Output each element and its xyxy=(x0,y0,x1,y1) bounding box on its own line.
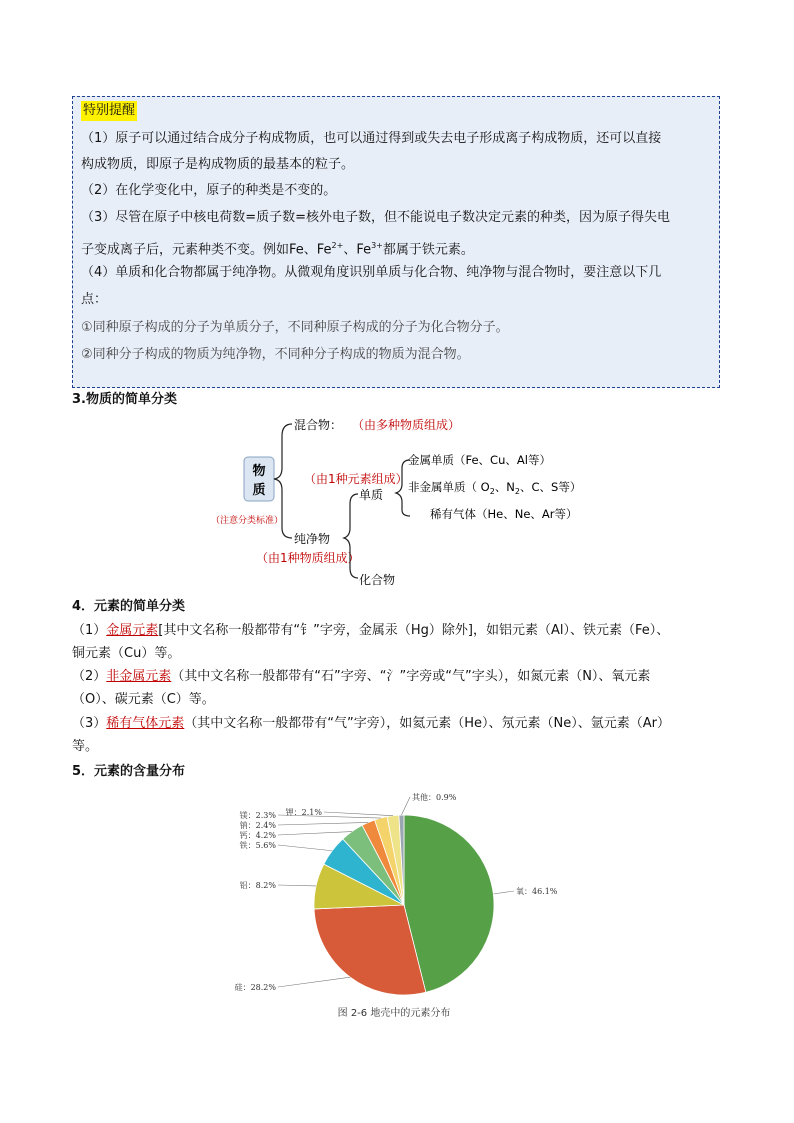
pure-label: 纯净物 xyxy=(294,532,331,546)
pie-leader-3 xyxy=(278,845,332,851)
pie-label-8: 其他：0.9% xyxy=(412,793,457,802)
section4-line1: （1）金属元素[其中文名称一般都带有“钅”字旁，金属汞（Hg）除外]，如铝元素（Al）、铁元素（Fe）、 xyxy=(72,623,670,638)
section4-line2b: （O）、碳元素（C）等。 xyxy=(72,692,215,707)
pie-leader-1 xyxy=(278,977,350,987)
pie-label-0: 氧：46.1% xyxy=(516,887,558,896)
notice-p4a: （4）单质和化合物都属于纯净物。从微观角度识别单质与化合物、纯净物与混合物时，要注意以下几 xyxy=(81,265,662,280)
root-label-2: 质 xyxy=(252,483,266,498)
pie-leader-0 xyxy=(493,891,514,894)
nonmetal-label: 非金属单质（ $O_2$、$N_2$、C、S等） xyxy=(408,480,582,496)
notice-p5: ①同种原子构成的分子为单质分子，不同种原子构成的分子为化合物分子。 xyxy=(81,320,509,335)
notice-p4b: 点： xyxy=(81,292,108,307)
pure-note: （由1种物质组成） xyxy=(256,551,360,565)
pie-leader-7 xyxy=(324,812,393,816)
metal-label: 金属单质（Fe、Cu、Al等） xyxy=(408,453,551,467)
section4-heading: 4．元素的简单分类 xyxy=(72,599,186,614)
section4-line2: （2）非金属元素（其中文名称一般都带有“石”字旁、“氵”字旁或“气”字头），如氮元素（N）、氧元素 xyxy=(72,669,651,684)
notice-p3b: 子变成离子后，元素种类不变。例如Fe、$Fe^{2+}$、$Fe^{3+}$都属于铁元素。 xyxy=(81,241,474,258)
simple-label: 单质 xyxy=(359,488,384,502)
pie-label-1: 硅：28.2% xyxy=(234,983,276,992)
pie-label-3: 铁：5.6% xyxy=(239,841,276,850)
notice-p6: ②同种分子构成的物质为纯净物，不同种分子构成的物质为混合物。 xyxy=(81,347,470,362)
section4-line3b: 等。 xyxy=(72,739,99,754)
pie-leader-4 xyxy=(278,832,352,835)
compound-label: 化合物 xyxy=(359,573,396,587)
section4-line1b: 铜元素（Cu）等。 xyxy=(72,646,181,661)
pie-leader-5 xyxy=(278,822,368,825)
pie-label-6: 镁：2.3% xyxy=(239,811,276,820)
pie-label-7: 钾：2.1% xyxy=(285,808,322,817)
notice-p1a: （1）原子可以通过结合成分子构成物质，也可以通过得到或失去电子形成离子构成物质，还可以直接 xyxy=(81,131,662,146)
notice-p1b: 构成物质，即原子是构成物质的最基本的粒子。 xyxy=(81,157,355,172)
root-label-1: 物 xyxy=(252,464,266,479)
section4-line3: （3）稀有气体元素（其中文名称一般都带有“气”字旁），如氦元素（He）、氖元素（Ne）、氩元素（Ar） xyxy=(72,716,671,731)
noble-label: 稀有气体（He、Ne、Ar等） xyxy=(430,507,578,521)
mixture-label: 混合物： xyxy=(294,418,343,432)
pie-leader-8 xyxy=(401,797,410,815)
notice-p3a: （3）尽管在原子中核电荷数=质子数=核外电子数，但不能说电子数决定元素的种类，因为原子得失电 xyxy=(81,210,671,225)
simple-note: （由1种元素组成） xyxy=(304,472,408,486)
root-note: （注意分类标准） xyxy=(210,516,284,526)
pie-caption: 图 2-6 地壳中的元素分布 xyxy=(337,1008,451,1019)
pie-label-2: 铝：8.2% xyxy=(239,881,276,890)
pie-label-4: 钙：4.2% xyxy=(239,831,276,840)
pie-label-5: 钠：2.4% xyxy=(239,821,276,830)
pie-leader-2 xyxy=(278,885,316,886)
notice-p2: （2）在化学变化中，原子的种类是不变的。 xyxy=(81,183,337,198)
notice-tag: 特别提醒 xyxy=(81,101,137,121)
mixture-note: （由多种物质组成） xyxy=(352,418,461,432)
section3-heading: 3.物质的简单分类 xyxy=(72,392,177,407)
section5-heading: 5．元素的含量分布 xyxy=(72,764,186,779)
